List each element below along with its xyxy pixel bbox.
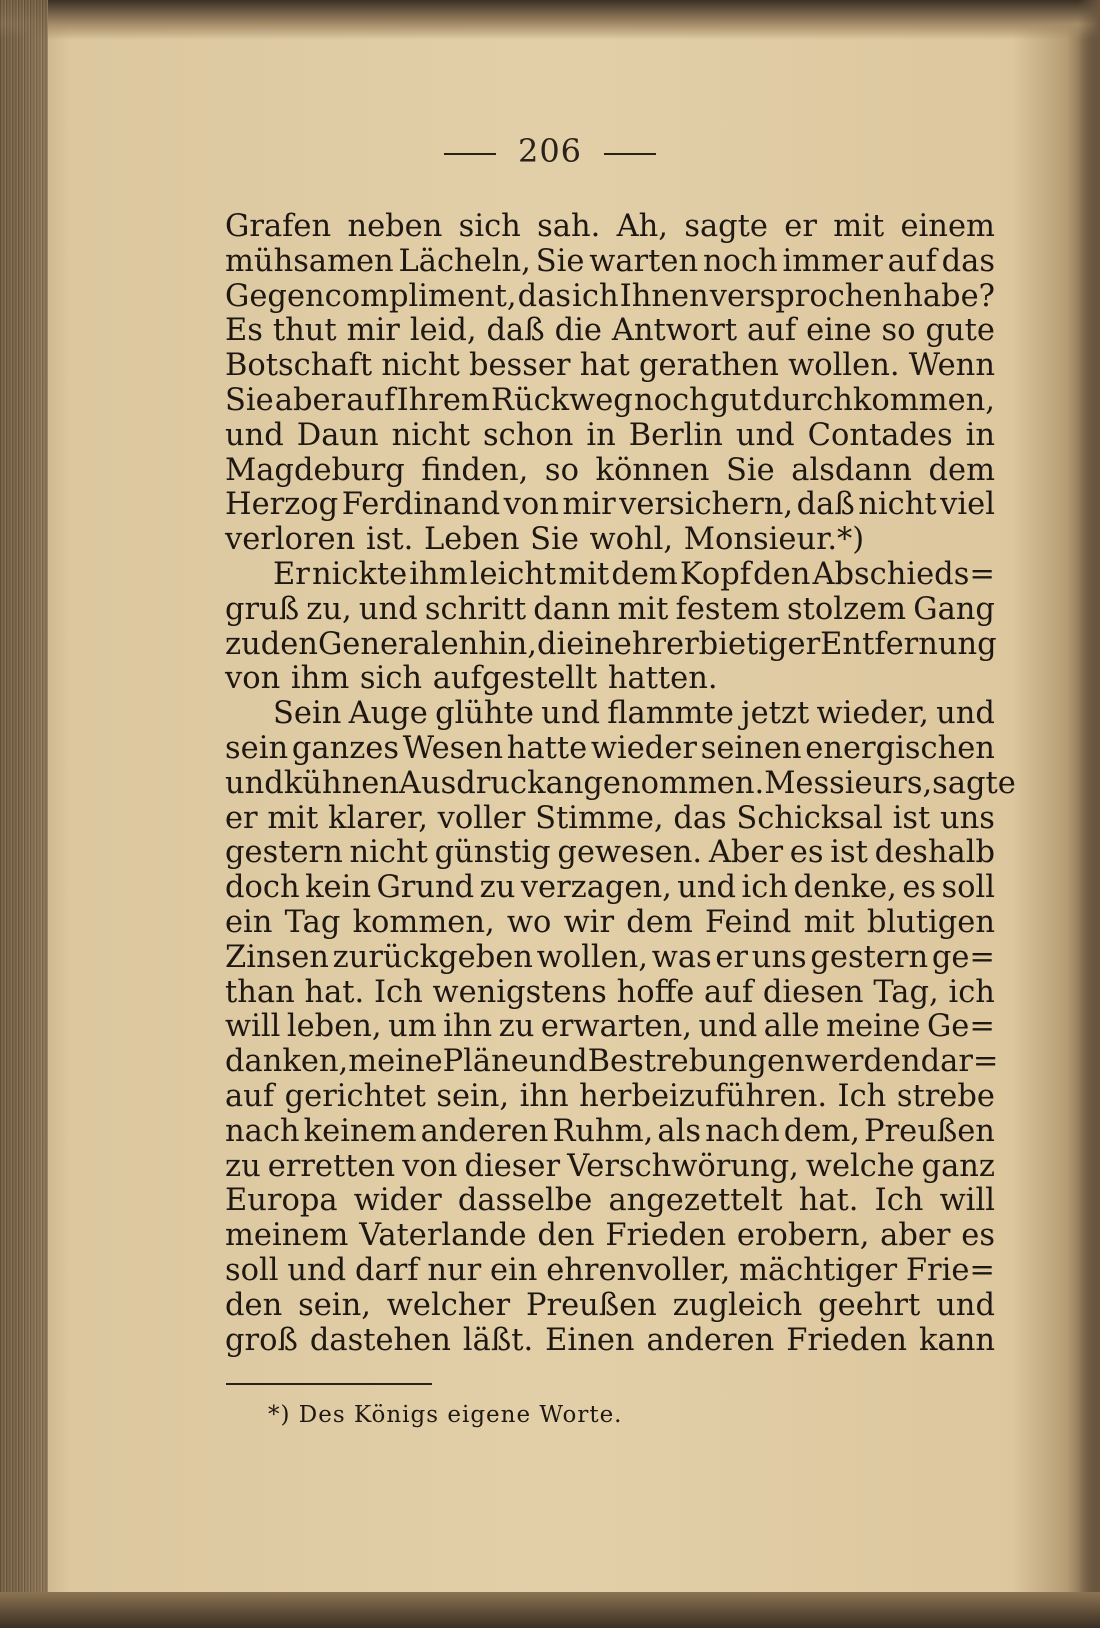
text-line: Magdeburg finden, so können Sie alsdann dem <box>225 452 995 488</box>
footnote-rule <box>226 1383 432 1385</box>
text-line: er mit klarer, voller Stimme, das Schicksal ist uns <box>225 800 995 836</box>
text-line: Gegencompliment, das ich Ihnen versprochen habe? <box>225 278 995 314</box>
text-line: gruß zu, und schritt dann mit festem stolzem Gang <box>225 591 995 627</box>
text-line: ein Tag kommen, wo wir dem Feind mit blutigen <box>225 904 995 940</box>
text-line: sein ganzes Wesen hatte wieder seinen energischen <box>225 730 995 766</box>
text-line: Europa wider dasselbe angezettelt hat. Ich will <box>225 1183 995 1219</box>
page-number: 206 <box>517 132 583 170</box>
page-edge-right <box>1078 0 1100 1628</box>
text-line: will leben, um ihn zu erwarten, und alle meine Ge= <box>225 1009 995 1045</box>
text-line: Sie aber auf Ihrem Rückweg noch gut durchkommen, <box>225 382 995 418</box>
text-line: zu erretten von dieser Verschwörung, welche ganz <box>225 1148 995 1184</box>
text-line: nach keinem anderen Ruhm, als nach dem, Preußen <box>225 1113 995 1149</box>
footnote: *) Des Königs eigene Worte. <box>268 1402 623 1428</box>
text-line: Er nickte ihm leicht mit dem Kopf den Abschieds= <box>273 556 995 592</box>
header-dash-left <box>444 153 496 155</box>
body-text <box>225 209 1016 1358</box>
text-line: auf gerichtet sein, ihn herbeizuführen. Ich strebe <box>225 1078 995 1114</box>
text-line: mühsamen Lächeln, Sie warten noch immer auf das <box>225 243 995 279</box>
text-line: Botschaft nicht besser hat gerathen wollen. Wenn <box>225 348 995 384</box>
text-line: Es thut mir leid, daß die Antwort auf eine so gute <box>225 313 995 349</box>
text-line: Zinsen zurückgeben wollen, was er uns gestern ge= <box>225 939 995 975</box>
text-line: Grafen neben sich sah. Ah, sagte er mit einem <box>225 209 995 244</box>
text-line: von ihm sich aufgestellt hatten. <box>225 661 718 697</box>
page-header <box>0 132 1100 170</box>
text-line: Sein Auge glühte und flammte jetzt wieder, und <box>273 696 995 732</box>
text-line: gestern nicht günstig gewesen. Aber es ist deshalb <box>225 835 995 871</box>
text-line: und kühnen Ausdruck angenommen. Messieurs, sagte <box>225 765 1016 801</box>
page-edge-top <box>0 0 1100 40</box>
text-line: den sein, welcher Preußen zugleich geehrt und <box>225 1287 995 1323</box>
page-edge-bottom <box>0 1592 1100 1628</box>
header-dash-right <box>604 153 656 155</box>
text-line: than hat. Ich wenigstens hoffe auf diesen Tag, ich <box>225 974 995 1010</box>
text-line: danken, meine Pläne und Bestrebungen werden dar= <box>225 1044 999 1080</box>
text-line: zu den Generalen hin, die in ehrerbietiger Entfernung <box>225 626 997 662</box>
text-line: und Daun nicht schon in Berlin und Contades in <box>225 417 995 453</box>
text-line: groß dastehen läßt. Einen anderen Frieden kann <box>225 1322 995 1358</box>
text-line: Herzog Ferdinand von mir versichern, daß nicht viel <box>225 487 995 523</box>
text-line: soll und darf nur ein ehrenvoller, mächtiger Frie= <box>225 1252 995 1288</box>
text-line: verloren ist. Leben Sie wohl, Monsieur.*) <box>225 522 865 558</box>
text-line: doch kein Grund zu verzagen, und ich denke, es soll <box>225 870 995 906</box>
text-line: meinem Vaterlande den Frieden erobern, aber es <box>225 1218 995 1254</box>
page-edge-left <box>0 0 48 1628</box>
